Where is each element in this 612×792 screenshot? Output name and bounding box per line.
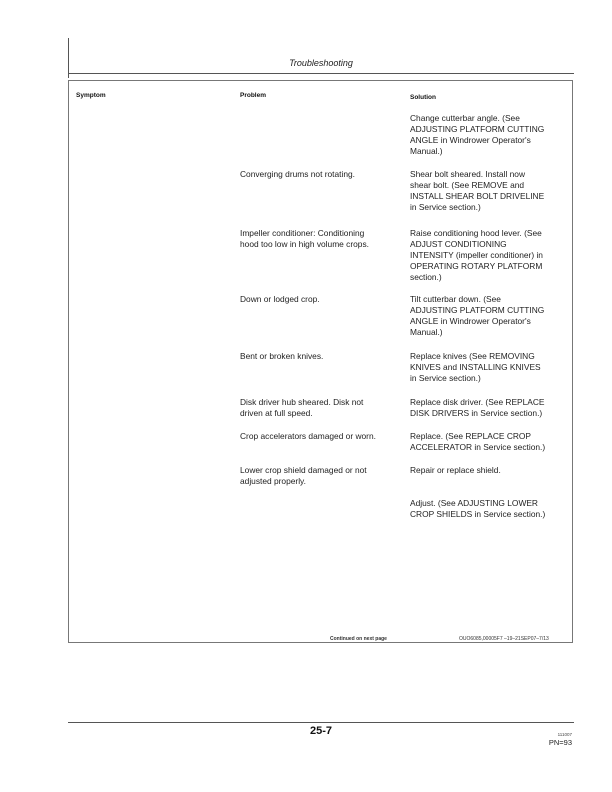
row-3-problem: Impeller conditioner: Conditioning hood too low in high volume crops. xyxy=(240,228,369,249)
row-3-solution: Raise conditioning hood lever. (See ADJUST CONDITIONING INTENSITY (impeller conditioner) in OPERATING ROTARY PLATFORM section.) xyxy=(410,228,543,282)
row-4-problem: Down or lodged crop. xyxy=(240,294,320,304)
column-header-problem: Problem xyxy=(240,92,267,99)
row-6-problem: Disk driver hub sheared. Disk not driven at full speed. xyxy=(240,397,364,418)
column-header-symptom: Symptom xyxy=(76,92,106,99)
row-1-solution: Change cutterbar angle. (See ADJUSTING PLATFORM CUTTING ANGLE in Windrower Operator's Manual.) xyxy=(410,113,545,156)
row-9-solution: Adjust. (See ADJUSTING LOWER CROP SHIELDS in Service section.) xyxy=(410,498,546,519)
section-title: Troubleshooting xyxy=(289,58,353,68)
row-6-solution: Replace disk driver. (See REPLACE DISK DRIVERS in Service section.) xyxy=(410,397,545,418)
row-8-solution: Repair or replace shield. xyxy=(410,465,501,475)
row-5-solution: Replace knives (See REMOVING KNIVES and INSTALLING KNIVES in Service section.) xyxy=(410,351,541,383)
row-7-problem: Crop accelerators damaged or worn. xyxy=(240,431,376,441)
row-8-problem: Lower crop shield damaged or not adjusted properly. xyxy=(240,465,367,486)
row-5-problem: Bent or broken knives. xyxy=(240,351,324,361)
page-number: 25-7 xyxy=(309,725,333,737)
footer-rule xyxy=(68,722,574,723)
row-4-solution: Tilt cutterbar down. (See ADJUSTING PLATFORM CUTTING ANGLE in Windrower Operator's Manual.) xyxy=(410,294,545,337)
doc-code: OUO6085,00005F7 –19–21SEP07–7/13 xyxy=(459,636,549,642)
row-2-solution: Shear bolt sheared. Install now shear bolt. (See REMOVE and INSTALL SHEAR BOLT DRIVELINE in Service section.) xyxy=(410,169,545,212)
row-7-solution: Replace. (See REPLACE CROP ACCELERATOR in Service section.) xyxy=(410,431,546,452)
date-code: 111007 xyxy=(557,732,572,737)
continued-note: Continued on next page xyxy=(330,636,387,642)
pn-label: PN=93 xyxy=(548,738,572,747)
column-header-solution: Solution xyxy=(410,94,436,101)
row-2-problem: Converging drums not rotating. xyxy=(240,169,355,179)
header-rule xyxy=(68,73,574,74)
